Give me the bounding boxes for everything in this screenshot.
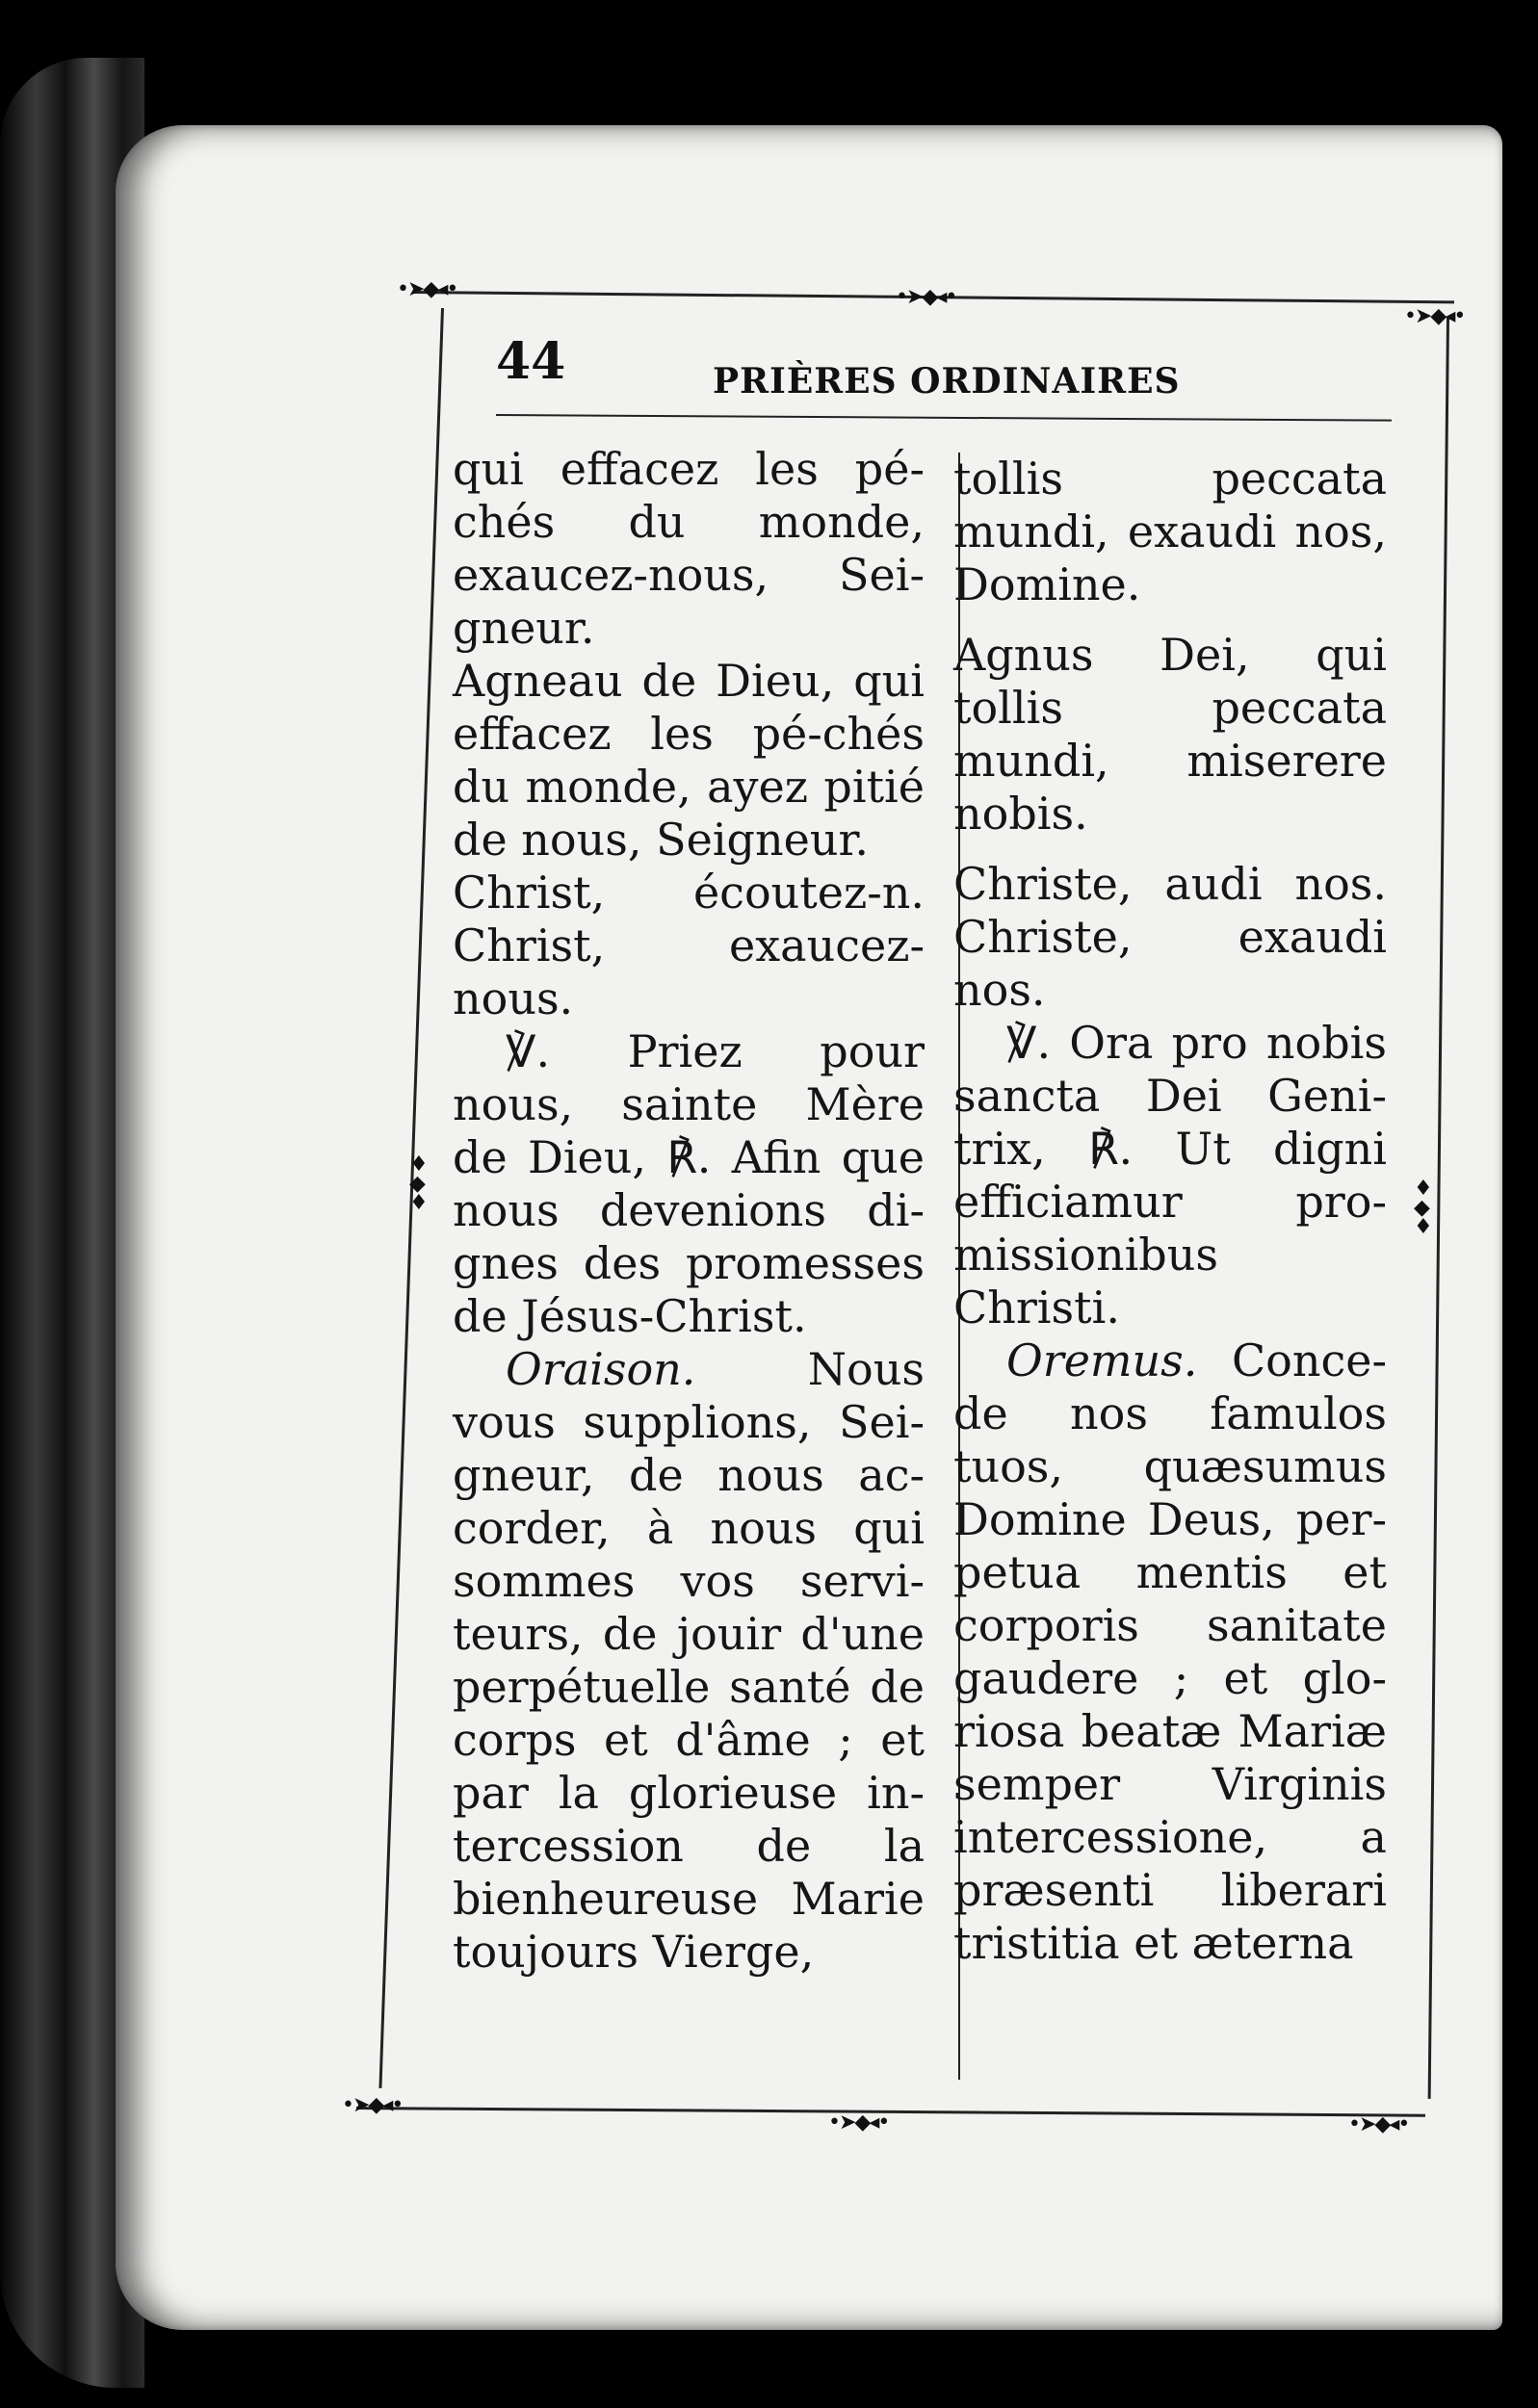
latin-oremus — [953, 1334, 1387, 1970]
oraison-text: Nous vous supplions, Sei-gneur, de nous ac-corder, à nous qui sommes vos servi-teurs, de jouir d'une perpétuelle santé de corps et d'âme ; et par la glorieuse in-tercession de la bienheureuse Marie toujours Vierge, — [453, 1343, 925, 1978]
latin-verse-3: Christe, audi nos. Christe, exaudi nos. — [953, 858, 1387, 1016]
latin-verse-1: tollis peccata mundi, exaudi nos, Domine. — [953, 453, 1387, 610]
corner-ornament-bottom-right: •➤◆◂• — [1348, 2112, 1409, 2136]
right-side-ornament: ♦ ◆ ♦ — [1414, 1177, 1431, 1239]
running-head: PRIÈRES ORDINAIRES — [713, 361, 1181, 401]
page-number: 44 — [496, 332, 566, 391]
bottom-center-ornament: •➤◆◂• — [828, 2110, 889, 2135]
french-column — [453, 443, 925, 1979]
french-versicle: ℣. Priez pour nous, sainte Mère de Dieu, ℟. Afin que nous devenions di-gnes des promesses de Jésus-Christ. — [453, 1025, 925, 1342]
french-verse-3: Christ, écoutez-n. Christ, exaucez-nous. — [453, 867, 925, 1024]
french-oraison — [453, 1343, 925, 1979]
oraison-label: Oraison. — [506, 1343, 696, 1395]
latin-versicle: ℣. Ora pro nobis sancta Dei Geni-trix, ℟. Ut digni efficiamur pro-missionibus Christi. — [953, 1017, 1387, 1333]
latin-verse-2: Agnus Dei, qui tollis peccata mundi, miserere nobis. — [953, 629, 1387, 840]
corner-ornament-top-right: •➤◆◂• — [1404, 304, 1465, 328]
top-center-ornament: •➤◆◂• — [896, 285, 956, 309]
oremus-text: Conce-de nos famulos tuos, quæsumus Domine Deus, per-petua mentis et corporis sanitate gaudere ; et glo-riosa beatæ Mariæ semper Virginis intercessione, a præsenti liberari tristitia et æterna — [953, 1334, 1387, 1969]
oremus-label: Oremus. — [1006, 1334, 1198, 1386]
latin-column — [953, 453, 1387, 1970]
left-side-ornament: ♦ ◆ ♦ — [409, 1152, 427, 1215]
corner-ornament-bottom-left: •➤◆◂• — [342, 2093, 403, 2117]
corner-ornament-top-left: •➤◆◂• — [397, 277, 457, 301]
french-verse-2: Agneau de Dieu, qui effacez les pé-chés du monde, ayez pitié de nous, Seigneur. — [453, 655, 925, 866]
french-verse-1: qui effacez les pé-chés du monde, exaucez-nous, Sei-gneur. — [453, 443, 925, 654]
